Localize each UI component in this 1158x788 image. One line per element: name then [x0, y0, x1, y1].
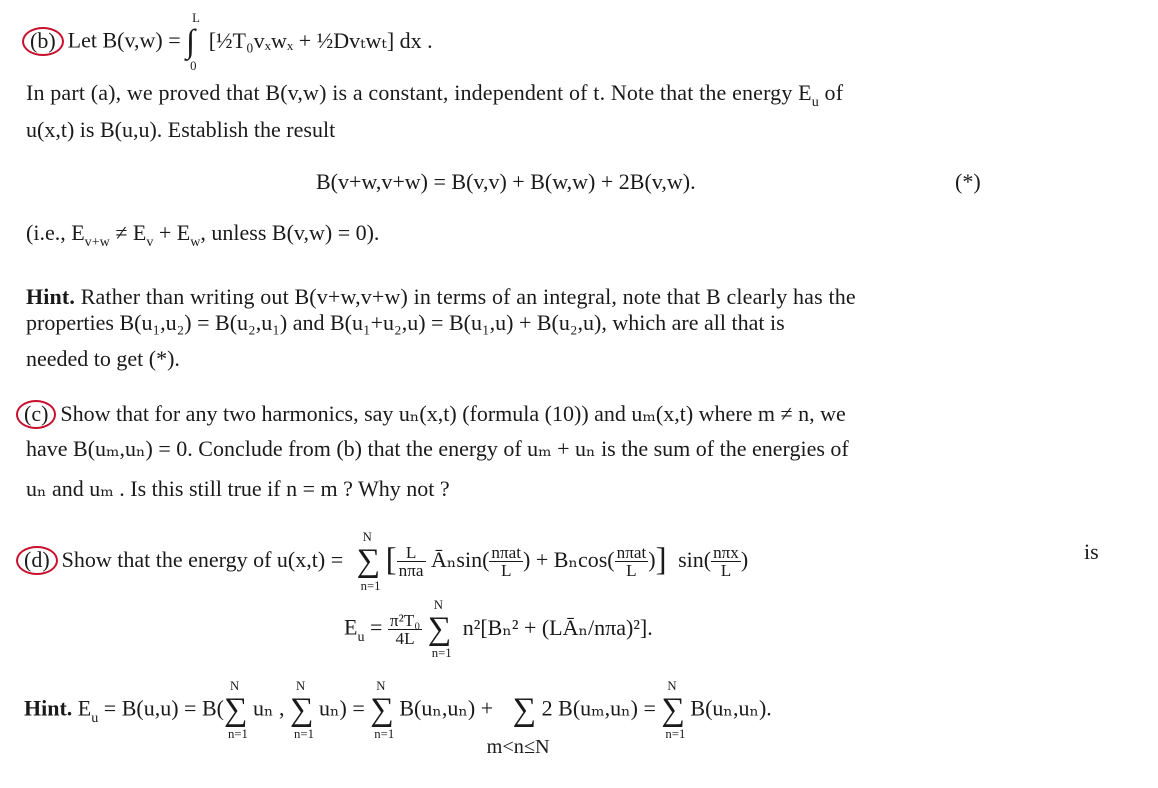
integral-lower-limit: 0	[190, 59, 197, 74]
coefficient-fraction: $\frac{L}{\text{nπa}}$	[398, 543, 424, 581]
energy-coefficient: $\frac{\text{π²T₀}}{4L}$	[389, 611, 421, 649]
ie-line: (i.e., $E_{v+w} \ne E_v + E_w$, unless B(v,w) = 0).	[26, 220, 380, 251]
part-c-line-2: have B(uₘ,uₙ) = 0. Conclude from (b) that the energy of uₘ + uₙ is the sum of the energies of	[26, 436, 849, 461]
part-c-label: (c)	[16, 400, 56, 429]
part-b-hint-line-3: needed to get (*).	[26, 346, 180, 371]
part-d-label: (d)	[16, 546, 58, 575]
part-b-text-line-3: u(x,t) is B(u,u). Establish the result	[26, 117, 336, 142]
part-d-line-1: (d) Show that the energy of u(x,t) = ∑ N n=1 [ $\frac{L}{\text{nπa}}$ Āₙsin( $\frac{\text{nπat}}{L}$ ) + Bₙcos( $\frac{\text{nπat}}{L}$ )] sin( $\frac{\text{nπx}}{L}$ )	[16, 541, 748, 580]
energy-formula: $E_u$ = $\frac{\text{π²T₀}}{4L}$ ∑ N n=1 n²[Bₙ² + (LĀₙ/nπa)²].	[344, 598, 653, 661]
part-c-line-3: uₙ and uₘ . Is this still true if n = m ? Why not ?	[26, 476, 450, 501]
equation-star-tag: (*)	[955, 169, 981, 194]
part-b-hint-line-2: properties B(u₁,u₂) = B(u₂,u₁) and B(u₁+u₂,u) = B(u₁,u) + B(u₂,u), which are all that is	[26, 310, 785, 335]
definition-lead: Let B(v,w) =	[67, 27, 187, 53]
summation-sign: ∑ N n=1	[356, 530, 381, 593]
hint-label: Hint.	[26, 284, 76, 309]
integral-sign: ∫ L 0	[186, 11, 200, 74]
part-d-line-1-tail: is	[1084, 539, 1099, 564]
part-b-definition-line	[22, 11, 433, 74]
integral-upper-limit: L	[192, 11, 200, 25]
equation-star: B(v+w,v+w) = B(v,v) + B(w,w) + 2B(v,w).	[316, 169, 696, 194]
part-b-text-line-2: In part (a), we proved that B(v,w) is a constant, independent of t. Note that the energy $E_u$ of	[26, 80, 844, 111]
part-c-line-1: (c) Show that for any two harmonics, say uₙ(x,t) (formula (10)) and uₘ(x,t) where m ≠ n, we	[16, 400, 846, 429]
hint-label: Hint.	[24, 695, 73, 721]
part-d-hint: Hint. $E_u = B(u,u) = B(\sum$ N n=1 uₙ , ∑ N n=1 uₙ) = ∑ N n=1 B(uₙ,uₙ) + ∑ m<n≤N 2 B(uₘ,uₙ) = ∑ N n=1 B(uₙ,uₙ).	[24, 679, 772, 758]
part-b-label: (b)	[22, 27, 64, 56]
integrand: [½T₀vₓwₓ + ½Dvₜwₜ] dx .	[208, 27, 433, 53]
part-b-hint-line-1: Hint. Rather than writing out B(v+w,v+w) in terms of an integral, note that B clearly has the	[26, 284, 856, 309]
